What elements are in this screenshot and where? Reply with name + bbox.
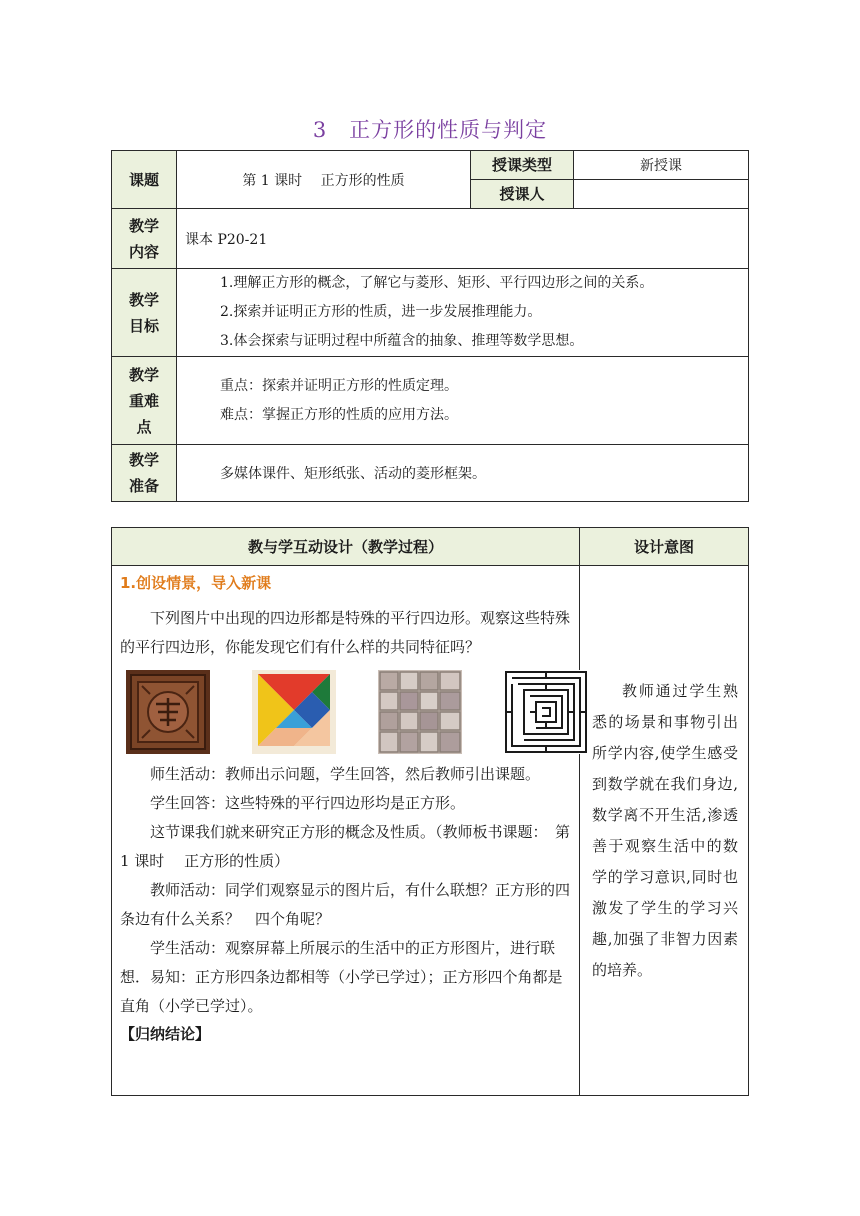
content-label: 教学 内容 [112, 209, 177, 269]
topic-value: 第 1 课时 正方形的性质 [177, 151, 471, 209]
paragraph: 学生活动：观察屏幕上所展示的生活中的正方形图片，进行联想．易知：正方形四条边都相等（小学已学过）；正方形四个角都是直角（小学已学过）。 [120, 939, 563, 1015]
teaching-process-table [111, 527, 749, 1096]
intro-paragraph: 下列图片中出现的四边形都是特殊的平行四边形。观察这些特殊的平行四边形，你能发现它们有什么样的共同特征吗？ [120, 609, 571, 656]
keypoints-list [177, 357, 749, 445]
floor-tiles-image [378, 670, 462, 754]
design-intent-text: 教师通过学生熟悉的场景和事物引出所学内容,使学生感受到数学就在我们身边,数学离不开生活,渗透善于观察生活中的数学的学习意识,同时也激发了学生的学习兴趣,加强了非智力因素的培养。 [592, 681, 738, 979]
topic-label: 课题 [112, 151, 177, 209]
conclusion-label: 【归纳结论】 [120, 1025, 211, 1043]
goals-list [177, 269, 749, 357]
lesson-info-table [111, 150, 749, 502]
paragraph: 学生回答：这些特殊的平行四边形均是正方形。 [150, 794, 466, 812]
goal-item: 1.理解正方形的概念，了解它与菱形、矩形、平行四边形之间的关系。 [220, 275, 654, 291]
page-title: 3 正方形的性质与判定 [312, 118, 548, 142]
paragraph: 这节课我们就来研究正方形的概念及性质。（教师板书课题： 第 1 课时 正方形的性质） [120, 823, 571, 870]
content-value: 课本 P20-21 [177, 209, 749, 269]
process-header: 教与学互动设计（教学过程） [112, 528, 580, 566]
fu-carving-image [126, 670, 210, 754]
tangram-image [252, 670, 336, 754]
keypoint-item: 重点：探索并证明正方形的性质定理。 [220, 377, 458, 394]
keypoint-item: 难点：掌握正方形的性质的应用方法。 [220, 406, 458, 423]
prep-label: 教学 准备 [112, 445, 177, 502]
process-body [112, 566, 580, 1096]
goal-item: 3.体会探索与证明过程中所蕴含的抽象、推理等数学思想。 [220, 333, 584, 349]
lesson-type-label: 授课类型 [471, 151, 574, 180]
paragraph: 师生活动：教师出示问题，学生回答，然后教师引出课题。 [150, 765, 541, 783]
prep-value: 多媒体课件、矩形纸张、活动的菱形框架。 [177, 445, 749, 502]
keypoints-label: 教学 重难 点 [112, 357, 177, 445]
paragraph: 教师活动：同学们观察显示的图片后，有什么联想？正方形的四条边有什么关系？ 四个角呢？ [120, 881, 571, 928]
teacher-value [574, 180, 749, 209]
teacher-label: 授课人 [471, 180, 574, 209]
section-title: 1.创设情景，导入新课 [120, 574, 272, 592]
square-maze-image [504, 670, 588, 754]
goals-label: 教学 目标 [112, 269, 177, 357]
goal-item: 2.探索并证明正方形的性质，进一步发展推理能力。 [220, 304, 542, 320]
intent-header: 设计意图 [580, 528, 749, 566]
image-row [120, 670, 571, 754]
lesson-type-value: 新授课 [574, 151, 749, 180]
design-intent-cell [580, 566, 749, 1096]
